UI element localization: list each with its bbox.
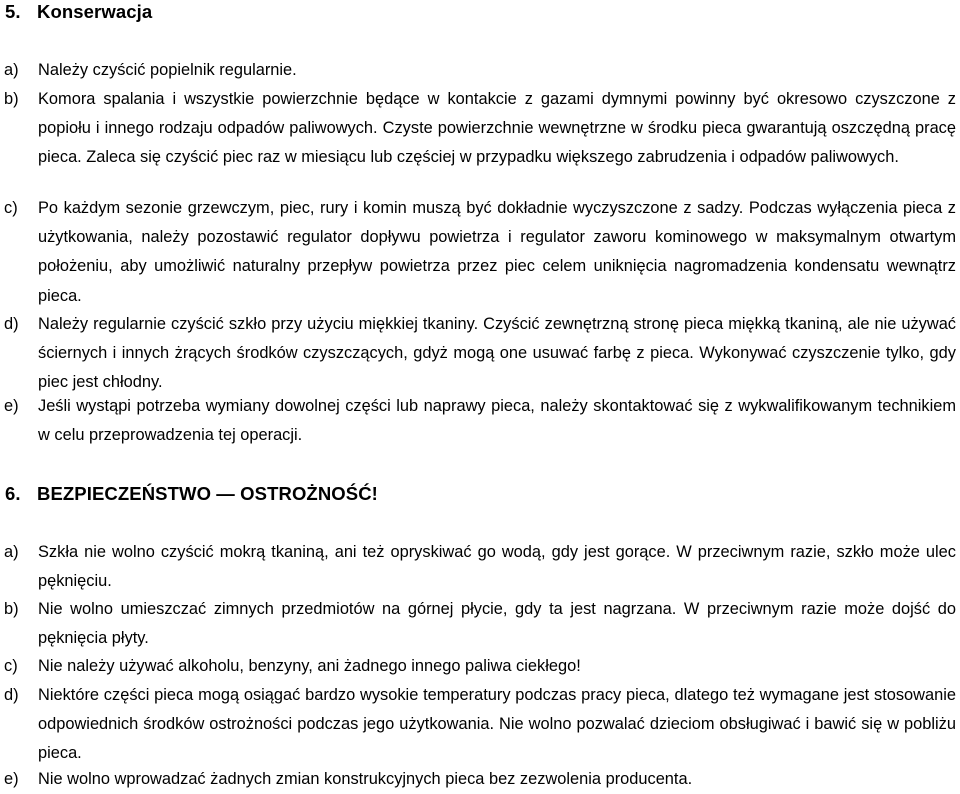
list-item-text: Jeśli wystąpi potrzeba wymiany dowolnej części lub naprawy pieca, należy skontaktować się z wykwalifikowanym technikiem w celu przeprowadzenia tej operacji. xyxy=(38,397,956,445)
section-number: 5. xyxy=(5,1,21,22)
list-marker: d) xyxy=(4,686,19,704)
list-item xyxy=(4,392,956,450)
list-item-text: Niektóre części pieca mogą osiągać bardzo wysokie temperatury podczas pracy pieca, dlatego też wymagane jest stosowanie odpowiednich środków ostrożności podczas jego użytkowania. Nie wolno pozwalać dzieciom obsługiwać i bawić się w pobliżu pieca. xyxy=(38,686,956,763)
list-item-text: Komora spalania i wszystkie powierzchnie będące w kontakcie z gazami dymnymi powinny być okresowo czyszczone z popiołu i innego rodzaju odpadów paliwowych. Czyste powierzchnie wewnętrzne w środku pieca gwarantują oszczędną pracę pieca. Zaleca się czyścić piec raz w miesiącu lub częściej w przypadku większego zabrudzenia i odpadów paliwowych. xyxy=(38,90,956,167)
section-number: 6. xyxy=(5,483,21,504)
section-6-heading xyxy=(5,482,378,506)
list-marker: a) xyxy=(4,543,19,561)
list-marker: a) xyxy=(4,61,19,79)
section-title: Konserwacja xyxy=(37,1,153,22)
list-item-text: Po każdym sezonie grzewczym, piec, rury i komin muszą być dokładnie wyczyszczone z sadzy. Podczas wyłączenia pieca z użytkowania, należy pozostawić regulator dopływu powietrza i regulator zaworu kominowego w maksymalnym otwartym położeniu, aby umożliwić naturalny przepływ powietrza przez piec celem uniknięcia nagromadzenia kondensatu wewnątrz pieca. xyxy=(38,199,956,305)
list-item xyxy=(4,310,956,398)
list-item xyxy=(4,538,956,596)
list-item-text: Nie wolno umieszczać zimnych przedmiotów na górnej płycie, gdy ta jest nagrzana. W przeciwnym razie może dojść do pęknięcia płyty. xyxy=(38,600,956,648)
list-marker: e) xyxy=(4,397,19,415)
section-title: BEZPIECZEŃSTWO — OSTROŻNOŚĆ! xyxy=(37,483,378,504)
list-item-text: Należy czyścić popielnik regularnie. xyxy=(38,61,297,79)
list-item xyxy=(4,652,956,681)
list-item xyxy=(4,194,956,311)
list-item-text: Szkła nie wolno czyścić mokrą tkaniną, ani też opryskiwać go wodą, gdy jest gorące. W przeciwnym razie, szkło może ulec pęknięciu. xyxy=(38,543,956,591)
list-marker: d) xyxy=(4,315,19,333)
list-marker: e) xyxy=(4,770,19,788)
list-item xyxy=(4,765,956,794)
list-marker: c) xyxy=(4,657,18,675)
list-item-text: Nie wolno wprowadzać żadnych zmian konstrukcyjnych pieca bez zezwolenia producenta. xyxy=(38,770,693,788)
list-marker: c) xyxy=(4,199,18,217)
list-item-text: Należy regularnie czyścić szkło przy użyciu miękkiej tkaniny. Czyścić zewnętrzną stronę pieca miękką tkaniną, ale nie używać ściernych i innych żrących środków czyszczących, gdyż mogą one usuwać farbę z pieca. Wykonywać czyszczenie tylko, gdy piec jest chłodny. xyxy=(38,315,956,392)
list-item xyxy=(4,56,956,85)
list-item xyxy=(4,681,956,769)
list-item xyxy=(4,595,956,653)
list-marker: b) xyxy=(4,90,19,108)
list-marker: b) xyxy=(4,600,19,618)
list-item-text: Nie należy używać alkoholu, benzyny, ani żadnego innego paliwa ciekłego! xyxy=(38,657,581,675)
list-item xyxy=(4,85,956,173)
section-5-heading xyxy=(5,0,152,24)
